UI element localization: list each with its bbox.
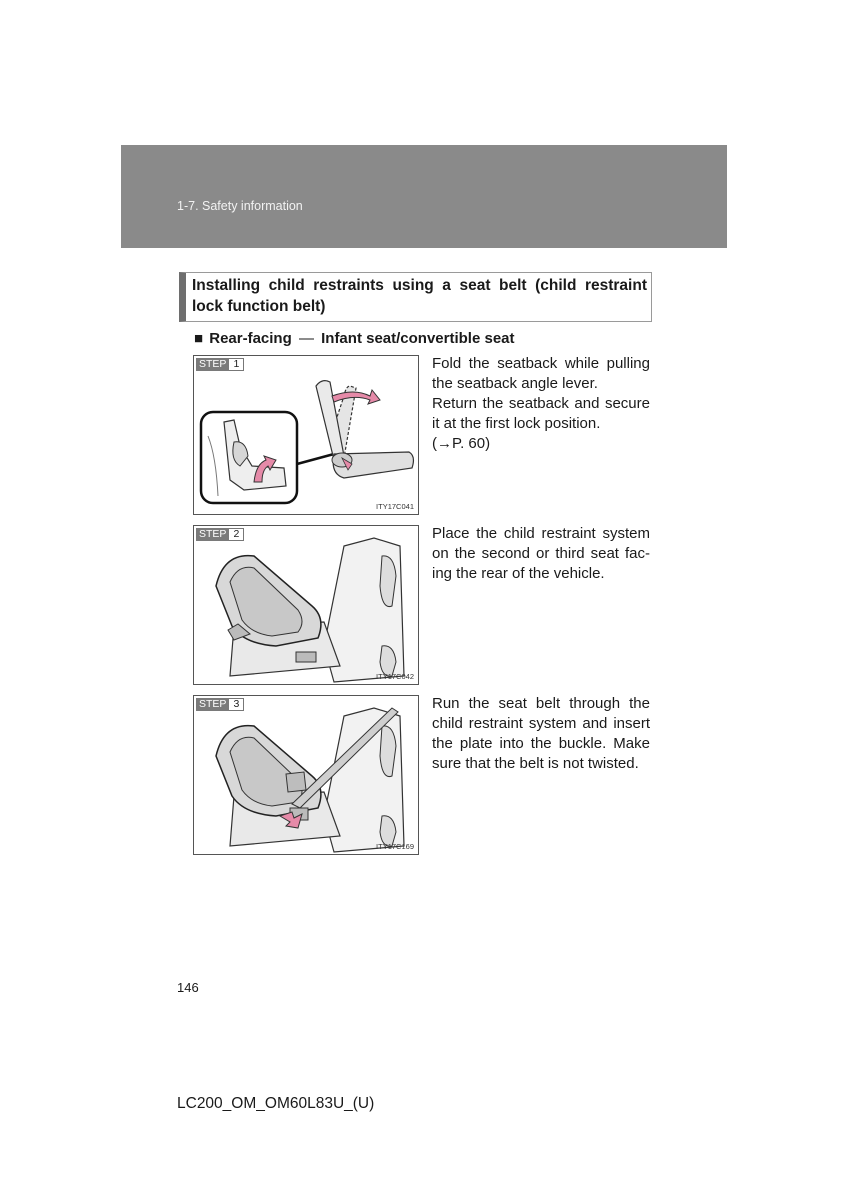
step-1-paragraph-2: Return the seatback and secure it at the first lock position. [432,395,650,432]
child-seat-placement-illustration [194,526,419,685]
step-3-badge [196,698,244,711]
step-2-paragraph-1: Place the child restraint system on the second or third seat fac-ing the rear of the vehicle. [432,525,650,582]
seatback-fold-illustration [194,356,419,515]
step-label: STEP [196,358,229,371]
figure-code: ITY17C169 [376,842,414,851]
sub-heading-detail: Infant seat/convertible seat [321,330,515,347]
seat-belt-routing-illustration [194,696,419,855]
step-3-figure [193,695,419,855]
footer-document-code: LC200_OM_OM60L83U_(U) [177,1095,375,1112]
step-number: 3 [229,698,244,711]
step-1-paragraph-1: Fold the seatback while pulling the seatback angle lever. [432,355,650,392]
section-heading: Installing child restraints using a seat belt (child restraint lock function belt) [179,272,652,322]
step-1-figure [193,355,419,515]
step-2-badge [196,528,244,541]
step-label: STEP [196,698,229,711]
step-2-text [432,524,650,584]
step-label: STEP [196,528,229,541]
sub-heading-label: Rear-facing [209,330,292,347]
step-number: 2 [229,528,244,541]
step-number: 1 [229,358,244,371]
step-1-text [432,354,650,454]
page-number: 146 [177,980,199,995]
sub-heading-dash: — [298,330,314,347]
figure-code: ITY17C041 [376,502,414,511]
step-1-paragraph-3: (→P. 60) [432,435,491,452]
step-1-badge [196,358,244,371]
step-3-text [432,694,650,774]
sub-heading [194,330,515,347]
step-3-paragraph-1: Run the seat belt through the child restraint system and insert the plate into the buckle. Make sure that the belt is not twisted. [432,695,650,772]
figure-code: ITY17C042 [376,672,414,681]
square-bullet-icon: ■ [194,330,204,347]
header-band [121,145,727,248]
section-title: 1-7. Safety information [177,199,303,213]
step-2-figure [193,525,419,685]
